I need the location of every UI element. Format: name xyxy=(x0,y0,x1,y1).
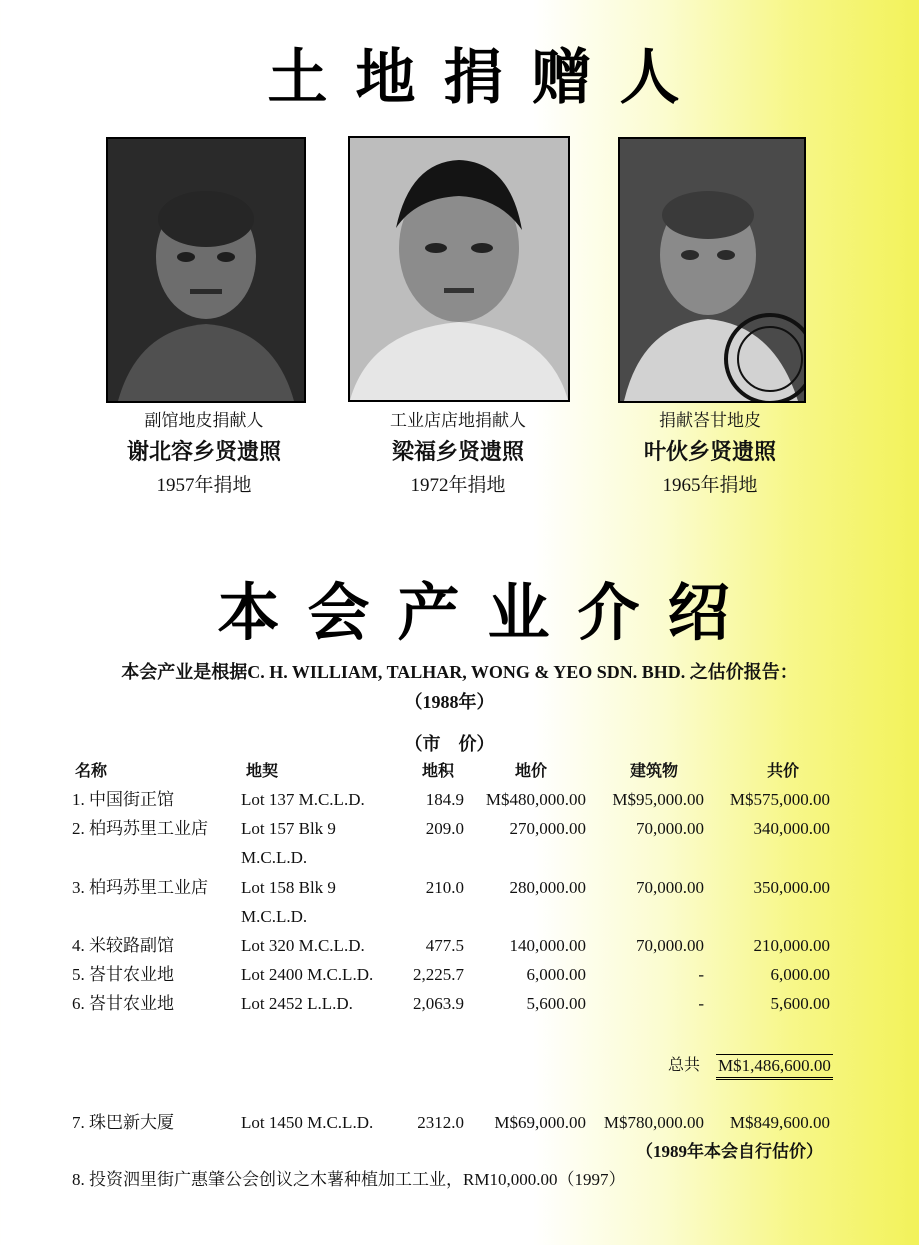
total-value: M$1,486,600.00 xyxy=(716,1054,833,1080)
cell-area: 209.0 xyxy=(425,819,464,838)
donor-year: 1957年捐地 xyxy=(156,475,252,496)
cell-total: 6,000.00 xyxy=(770,965,830,984)
table-row xyxy=(0,874,919,902)
cell-deed: Lot 137 M.C.L.D. xyxy=(241,790,365,809)
cell-building: 70,000.00 xyxy=(636,936,704,955)
cell-total: 350,000.00 xyxy=(753,878,830,897)
table-row xyxy=(0,990,919,1018)
header-building: 建筑物 xyxy=(630,761,679,780)
portrait-photo-1 xyxy=(106,137,306,403)
cell-total: M$575,000.00 xyxy=(729,790,830,809)
table-row xyxy=(0,932,919,960)
cell-deed: Lot 1450 M.C.L.D. xyxy=(241,1113,374,1132)
donors-title: 土地捐赠人 xyxy=(267,43,708,113)
row7-note-row xyxy=(0,1138,919,1166)
cell-building: 70,000.00 xyxy=(636,819,704,838)
table-row-continuation xyxy=(0,844,919,872)
donor-caption-3 xyxy=(600,407,820,501)
cell-deed-cont: M.C.L.D. xyxy=(241,907,308,926)
cell-total: 340,000.00 xyxy=(753,819,830,838)
note-8: 8. 投资泗里街广惠肇公会创议之木薯种植加工工业，RM10,000.00（1997） xyxy=(72,1170,626,1189)
note-8-row xyxy=(0,1166,919,1194)
valuation-year: （1988年） xyxy=(404,692,495,712)
row7-note: （1989年本会自行估价） xyxy=(636,1142,823,1161)
cell-area: 210.0 xyxy=(425,878,464,897)
cell-name: 1. 中国街正馆 xyxy=(72,790,174,809)
table-header xyxy=(0,757,919,785)
donor-role: 副馆地皮捐献人 xyxy=(144,411,264,431)
cell-land-price: 140,000.00 xyxy=(509,936,586,955)
market-price-label: （市 价） xyxy=(404,734,495,754)
portrait-photo-3 xyxy=(618,137,806,403)
donor-year: 1972年捐地 xyxy=(410,475,506,496)
cell-land-price: 270,000.00 xyxy=(509,819,586,838)
cell-deed-cont: M.C.L.D. xyxy=(241,848,308,867)
cell-name: 6. 峇甘农业地 xyxy=(72,994,174,1013)
cell-land-price: M$69,000.00 xyxy=(494,1113,586,1132)
cell-area: 2312.0 xyxy=(417,1113,464,1132)
cell-name: 5. 峇甘农业地 xyxy=(72,965,174,984)
cell-land-price: M$480,000.00 xyxy=(485,790,586,809)
table-row xyxy=(0,961,919,989)
cell-deed: Lot 157 Blk 9 xyxy=(241,819,336,838)
cell-deed: Lot 158 Blk 9 xyxy=(241,878,336,897)
property-title: 本会产业介绍 xyxy=(217,576,758,649)
valuation-intro: 本会产业是根据C. H. WILLIAM, TALHAR, WONG & YEO SDN. BHD. 之估价报告： xyxy=(121,662,798,682)
cell-name: 7. 珠巴新大厦 xyxy=(72,1113,174,1132)
cell-building: 70,000.00 xyxy=(636,878,704,897)
cell-building: - xyxy=(698,965,704,984)
header-land-price: 地价 xyxy=(515,761,548,780)
cell-area: 184.9 xyxy=(425,790,464,809)
header-area: 地积 xyxy=(422,761,455,780)
donor-name: 谢北容乡贤遗照 xyxy=(126,440,281,465)
cell-deed: Lot 2452 L.L.D. xyxy=(241,994,353,1013)
cell-building: M$780,000.00 xyxy=(603,1113,704,1132)
donor-role: 捐献峇甘地皮 xyxy=(659,411,761,431)
cell-land-price: 6,000.00 xyxy=(526,965,586,984)
cell-area: 2,063.9 xyxy=(413,994,464,1013)
cell-building: M$95,000.00 xyxy=(612,790,704,809)
cell-total: 210,000.00 xyxy=(753,936,830,955)
cell-name: 4. 米较路副馆 xyxy=(72,936,174,955)
cell-building: - xyxy=(698,994,704,1013)
cell-total: M$849,600.00 xyxy=(729,1113,830,1132)
cell-land-price: 5,600.00 xyxy=(526,994,586,1013)
donor-name: 叶伙乡贤遗照 xyxy=(643,440,776,465)
total-label: 总共 xyxy=(668,1055,701,1074)
cell-area: 2,225.7 xyxy=(413,965,464,984)
table-row-continuation xyxy=(0,903,919,931)
header-name: 名称 xyxy=(75,761,108,780)
donor-name: 梁福乡贤遗照 xyxy=(391,440,524,465)
header-deed: 地契 xyxy=(246,761,279,780)
table-row xyxy=(0,815,919,843)
cell-deed: Lot 2400 M.C.L.D. xyxy=(241,965,374,984)
total-row xyxy=(0,1051,919,1079)
donor-caption-2 xyxy=(347,407,569,501)
portrait-photo-2 xyxy=(348,136,570,402)
cell-area: 477.5 xyxy=(425,936,464,955)
donor-role: 工业店店地捐献人 xyxy=(390,411,526,431)
donor-year: 1965年捐地 xyxy=(662,475,758,496)
table-row xyxy=(0,786,919,814)
cell-land-price: 280,000.00 xyxy=(509,878,586,897)
cell-deed: Lot 320 M.C.L.D. xyxy=(241,936,365,955)
header-total: 共价 xyxy=(767,761,800,780)
cell-name: 3. 柏玛苏里工业店 xyxy=(72,878,208,897)
donor-caption-1 xyxy=(94,407,314,501)
table-row xyxy=(0,1109,919,1137)
cell-name: 2. 柏玛苏里工业店 xyxy=(72,819,208,838)
cell-total: 5,600.00 xyxy=(770,994,830,1013)
